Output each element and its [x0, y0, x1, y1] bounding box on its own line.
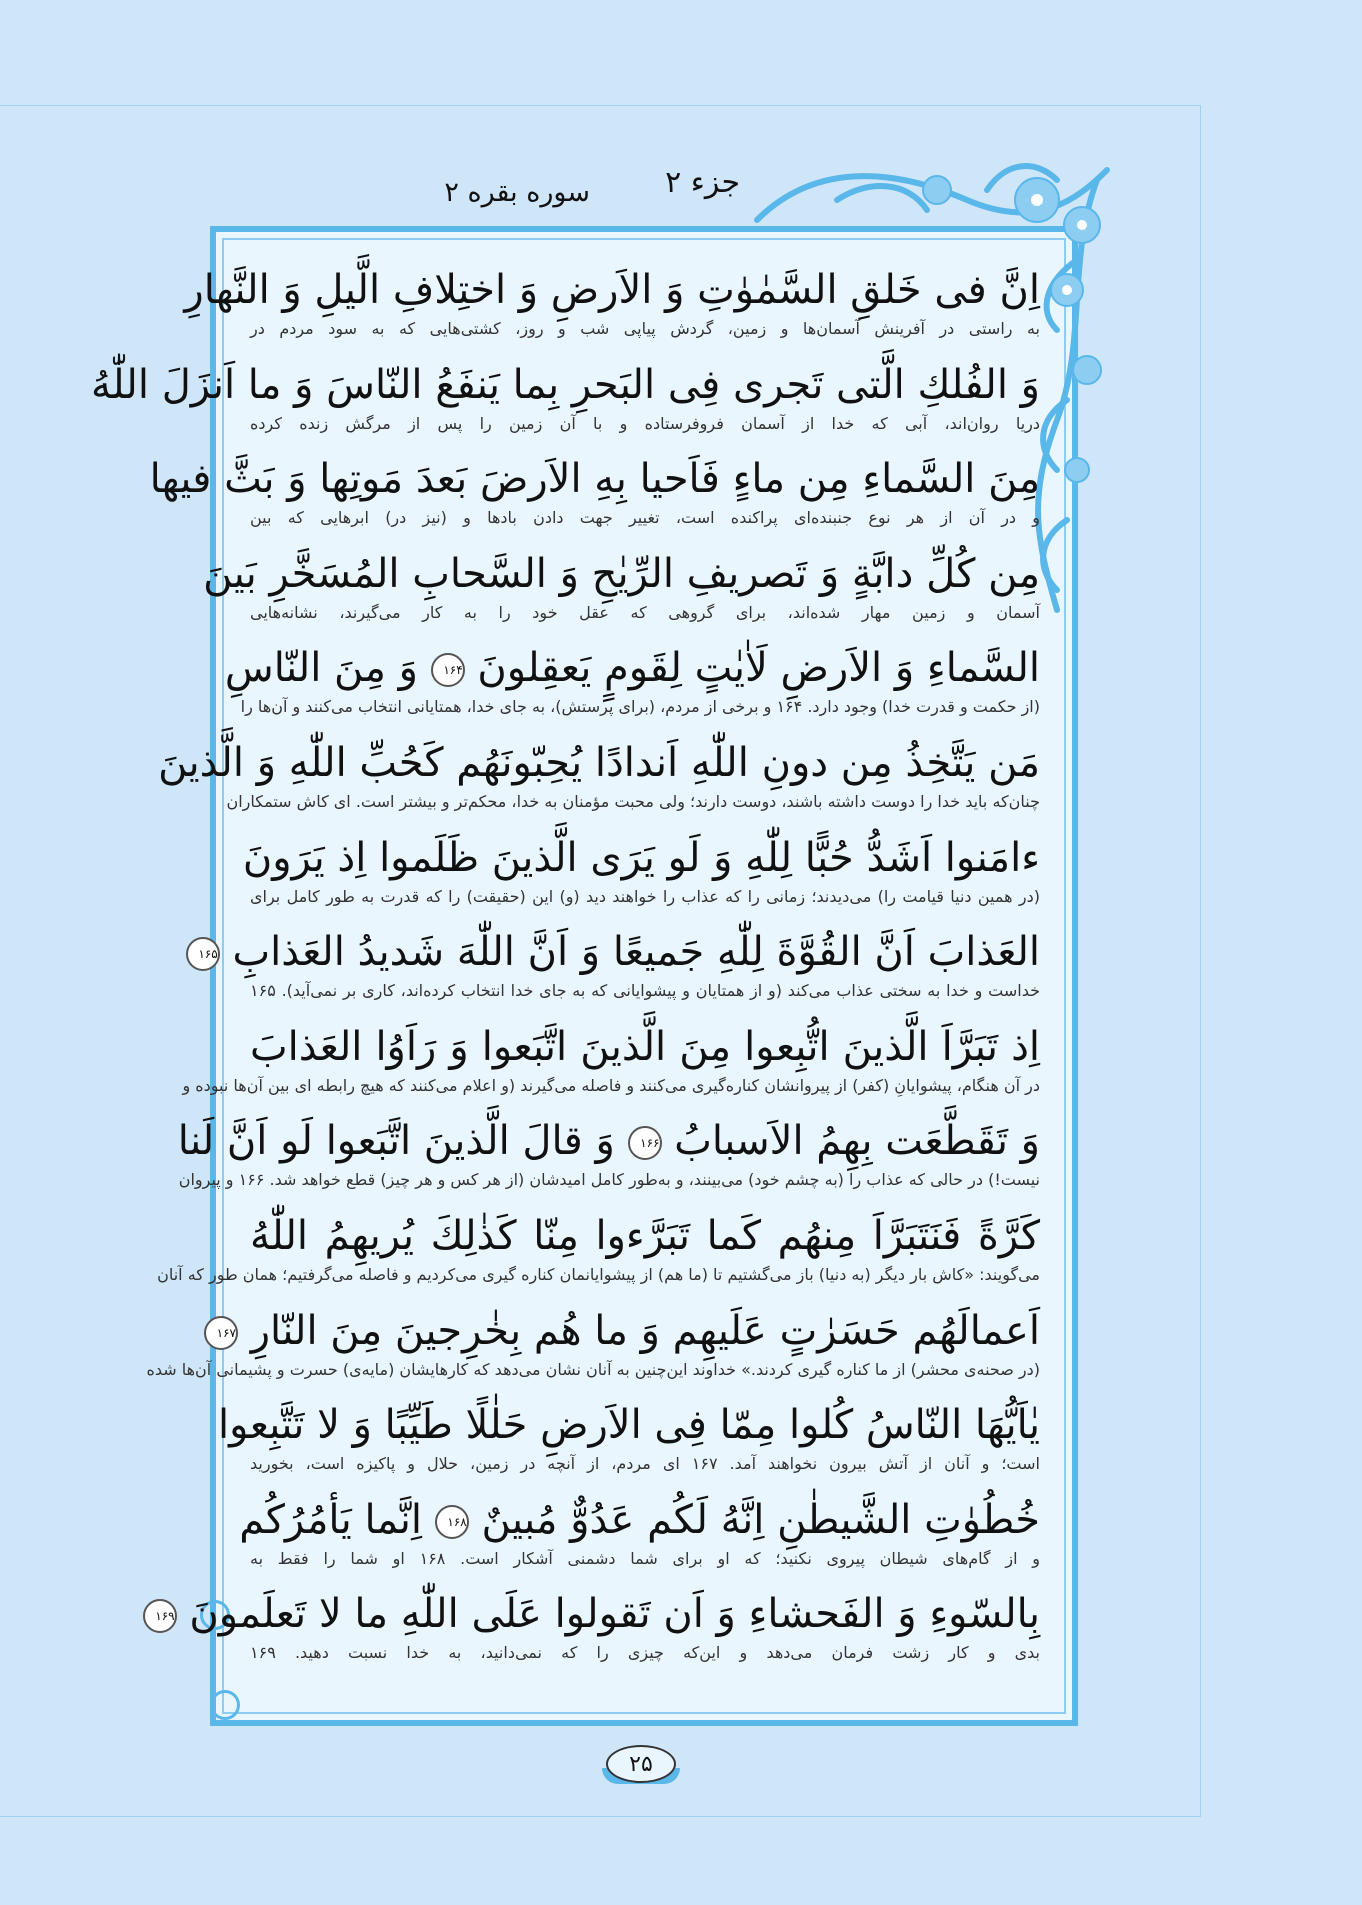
verse-line [177, 1113, 1040, 1208]
arabic-text: مِن كُلِّ دابَّةٍ وَ تَصریفِ الرِّیٰحِ وَ السَّحابِ المُسَخَّرِ بَینَ [203, 550, 1040, 597]
arabic-text [177, 1113, 1040, 1169]
persian-translation: (در صحنه‌ی محشر) از ما کناره گیری کردند.» خداوند این‌چنین به آنان نشان می‌دهد که کارهایشان (مایه‌ی) حسرت و پشیمانی آن‌ها شده [146, 1359, 1040, 1379]
arabic-text [198, 924, 1040, 980]
verse-end-marker: ۱۶۴ [431, 653, 465, 687]
arabic-segment: وَ قالَ الَّذینَ اتَّبَعوا لَو اَنَّ لَنا [177, 1118, 615, 1165]
juz-label: جزء ۲ [665, 165, 740, 200]
arabic-text: ءامَنوا اَشَدُّ حُبًّا لِلّٰهِ وَ لَو یَرَی الَّذینَ ظَلَموا اِذ یَرَونَ [242, 834, 1040, 881]
arabic-text: مَن یَتَّخِذُ مِن دونِ اللّٰهِ اَندادًا یُحِبّونَهُم كَحُبِّ اللّٰهِ وَ الَّذینَ [158, 739, 1040, 786]
arabic-segment: وَ تَقَطَّعَت بِهِمُ الاَسبابُ [674, 1118, 1040, 1165]
verse-line [224, 640, 1040, 735]
arabic-text: یٰاَیُّهَا النّاسُ كُلوا مِمّا فِی الاَرضِ حَلٰلًا طَیِّبًا وَ لا تَتَّبِعوا [218, 1402, 1040, 1449]
corner-ornament-icon [210, 1690, 240, 1720]
verse-line [218, 1397, 1040, 1492]
persian-translation: (از حکمت و قدرت خدا) وجود دارد. ۱۶۴ و برخی از مردم، (برای پرستش)، به جای خدا، همتایانی انتخاب می‌کنند و آن‌ها را [240, 697, 1040, 717]
verse-line [90, 357, 1040, 452]
running-head [380, 165, 740, 215]
arabic-text [239, 1492, 1040, 1548]
verse-line [184, 262, 1040, 357]
persian-translation: آسمان و زمین مهار شده‌اند، برای گروهی که عقل خود را به کار می‌گیرند، نشانه‌هایی [250, 602, 1040, 622]
persian-translation: در آن هنگام، پیشوایانِ (کفر) از پیروانشان کناره‌گیری می‌کنند و فاصله می‌گیرند (و اعلام می‌کنند که هیچ رابطه ای بین آن‌ها نبوده و [182, 1075, 1040, 1095]
verse-line [239, 1492, 1041, 1587]
persian-translation: می‌گویند: «کاش بار دیگر (به دنیا) باز می‌گشتیم تا (ما هم) از پیشوایانمان کناره گیری می‌کردیم و فاصله می‌گرفتیم؛ همان طور که آنان [157, 1264, 1040, 1284]
verse-line [182, 1019, 1040, 1114]
arabic-text [224, 640, 1040, 696]
verse-line [203, 546, 1040, 641]
verse-line [242, 830, 1040, 925]
arabic-segment: اِنَّما یَأمُرُكُم [239, 1496, 423, 1543]
verse-end-marker: ۱۶۶ [628, 1126, 662, 1160]
arabic-segment: السَّماءِ وَ الاَرضِ لَاٰیٰتٍ لِقَومٍ یَعقِلونَ [477, 645, 1040, 692]
arabic-text: كَرَّةً فَنَتَبَرَّاَ مِنهُم كَما تَبَرَّءوا مِنّا كَذٰلِكَ یُریهِمُ اللّٰهُ [250, 1212, 1040, 1259]
persian-translation: چنان‌که باید خدا را دوست داشته باشند، دوست دارند؛ ولی محبت مؤمنان به خدا، محکم‌تر و بیشتر است. ای کاش ستمکاران [226, 791, 1040, 811]
arabic-segment: بِالسّوءِ وَ الفَحشاءِ وَ اَن تَقولوا عَلَی اللّٰهِ ما لا تَعلَمونَ [189, 1591, 1040, 1638]
verse-end-marker: ۱۶۵ [186, 937, 220, 971]
verse-line [146, 1303, 1040, 1398]
surah-label: سوره بقره ۲ [444, 177, 590, 208]
persian-translation: نیست!) در حالی که عذاب را (به چشم خود) می‌بینند، و به‌طور کامل امیدشان (از هر کس و هر چیز) قطع خواهد شد. ۱۶۶ و پیروان [178, 1170, 1040, 1190]
arabic-segment: خُطُوٰتِ الشَّیطٰنِ اِنَّهُ لَكُم عَدُوٌّ مُبینٌ [481, 1496, 1040, 1543]
persian-translation: دریا روان‌اند، آبی که خدا از آسمان فروفرستاده و با آن زمین را پس از مرگش زنده کرده [250, 413, 1040, 433]
arabic-text [216, 1303, 1040, 1359]
arabic-segment: العَذابَ اَنَّ القُوَّةَ لِلّٰهِ جَمیعًا وَ اَنَّ اللّٰهَ شَدیدُ العَذابِ [232, 929, 1040, 976]
arabic-text: وَ الفُلكِ الَّتی تَجری فِی البَحرِ بِما یَنفَعُ النّاسَ وَ ما اَنزَلَ اللّٰهُ [90, 361, 1040, 408]
arabic-segment: وَ مِنَ النّاسِ [224, 645, 418, 692]
verse-end-marker: ۱۶۸ [435, 1505, 469, 1539]
arabic-text: اِذ تَبَرَّاَ الَّذینَ اتُّبِعوا مِنَ الَّذینَ اتَّبَعوا وَ رَاَوُا العَذابَ [250, 1023, 1040, 1070]
verse-end-marker: ۱۶۹ [143, 1599, 177, 1633]
verse-end-marker: ۱۶۷ [204, 1316, 238, 1350]
page-number: ۲۵ [606, 1745, 676, 1783]
arabic-text: اِنَّ فی خَلقِ السَّمٰوٰتِ وَ الاَرضِ وَ اختِلافِ الَّیلِ وَ النَّهارِ [184, 267, 1040, 313]
persian-translation: و از گام‌های شیطان پیروی نکنید؛ که او برای شما دشمنی آشکار است. ۱۶۸ او شما را فقط به [250, 1548, 1041, 1568]
persian-translation: و در آن از هر نوع جنبنده‌ای پراکنده است، تغییر جهت دادن بادها و (نیز در) ابرهایی که بین [250, 508, 1040, 528]
verse-line [157, 1208, 1040, 1303]
arabic-segment: اَعمالَهُم حَسَرٰتٍ عَلَیهِم وَ ما هُم بِخٰرِجینَ مِنَ النّارِ [250, 1307, 1040, 1354]
verse-line [198, 924, 1040, 1019]
persian-translation: به راستی در آفرینش آسمان‌ها و زمین، گردش پیاپی شب و روز، کشتی‌هایی که به سود مردم در [250, 319, 1040, 338]
verse-line [155, 1586, 1040, 1681]
verse-lines [90, 262, 1041, 1681]
arabic-text: مِنَ السَّماءِ مِن ماءٍ فَاَحیا بِهِ الاَرضَ بَعدَ مَوتِها وَ بَثَّ فیها [149, 456, 1040, 503]
persian-translation: بدی و کار زشت فرمان می‌دهد و این‌که چیزی را که نمی‌دانید، به خدا نسبت دهید. ۱۶۹ [250, 1643, 1040, 1663]
verse-line [158, 735, 1040, 830]
arabic-text [155, 1586, 1040, 1642]
verse-line [149, 451, 1040, 546]
persian-translation: خداست و خدا به سختی عذاب می‌کند (و از همتایان و پیشوایانی که به جای خدا انتخاب کرده‌اند، کاری بر نمی‌آید). ۱۶۵ [250, 981, 1040, 1001]
persian-translation: (در همین دنیا قیامت را) می‌دیدند؛ زمانی را که عذاب را خواهند دید (و) این (حقیقت) را که قدرت به طور کامل برای [250, 886, 1040, 906]
persian-translation: است؛ و آنان از آتش بیرون نخواهند آمد. ۱۶۷ ای مردم، از آنچه در زمین، حلال و پاکیزه است، بخورید [250, 1454, 1040, 1474]
